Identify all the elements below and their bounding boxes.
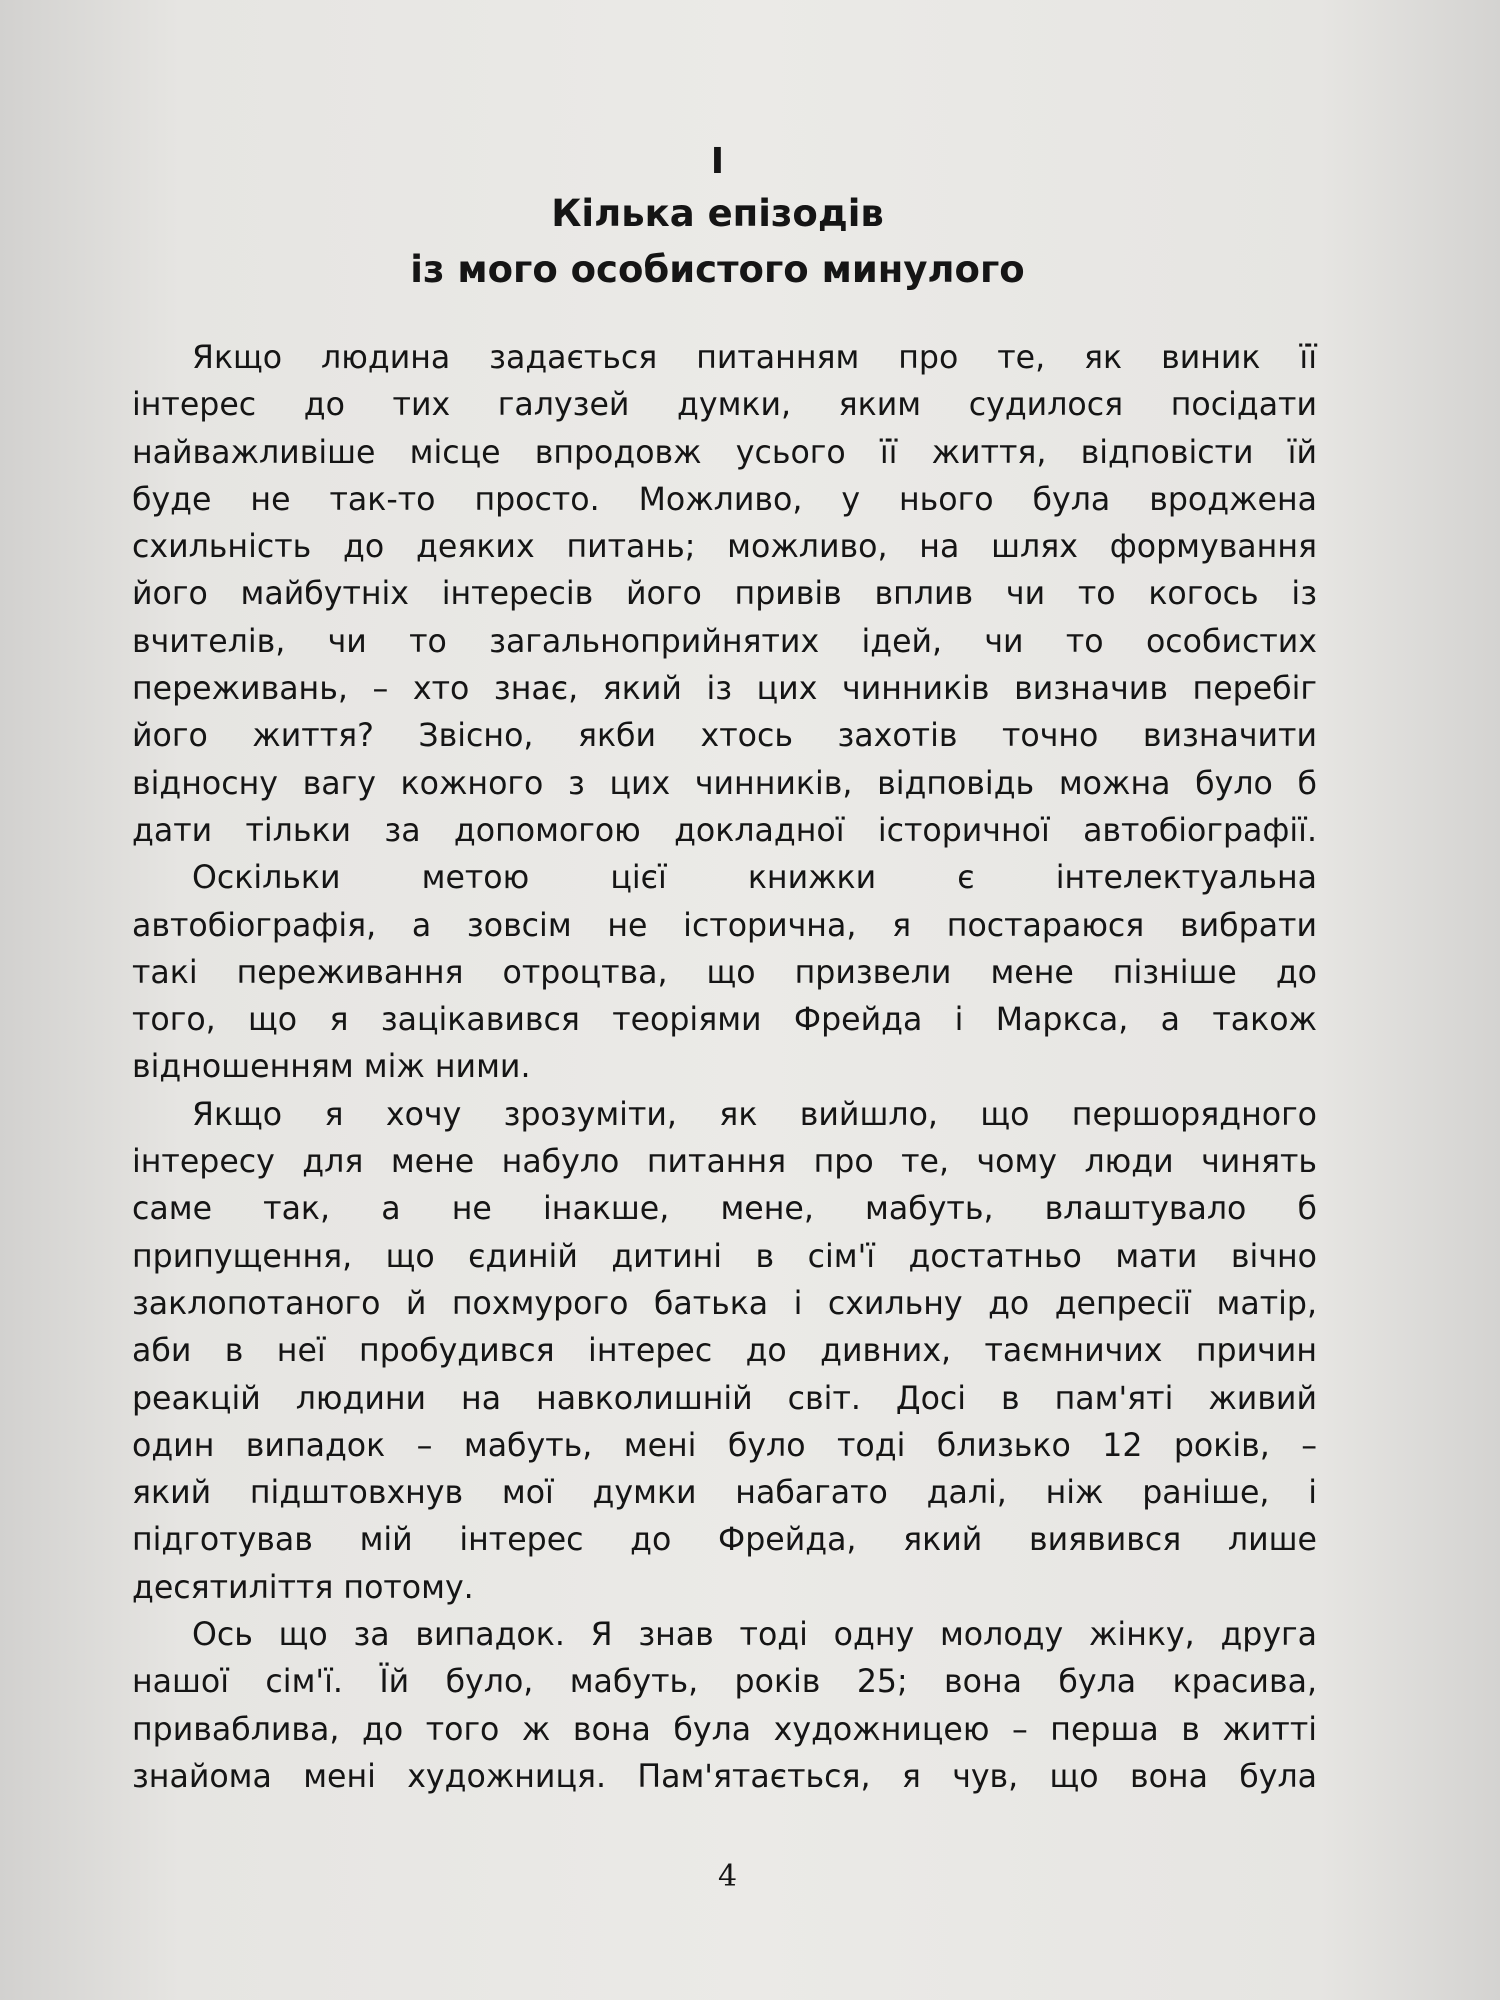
- chapter-number: I: [710, 141, 725, 182]
- text-line: відношенням між ними.: [132, 1049, 531, 1086]
- text-line: Оскільки метою цієї книжки є інтелектуальна: [192, 860, 1317, 897]
- text-line: інтересу для мене набуло питання про те, чому люди чинять: [132, 1144, 1317, 1181]
- text-line: його життя? Звісно, якби хтось захотів точно визначити: [132, 718, 1317, 755]
- text-line: схильність до деяких питань; можливо, на шлях формування: [132, 529, 1317, 566]
- text-line: десятиліття потому.: [132, 1569, 474, 1606]
- text-line: його майбутніх інтересів його привів вплив чи то когось із: [132, 576, 1317, 613]
- text-line: заклопотаного й похмурого батька і схильну до депресії матір,: [132, 1285, 1317, 1322]
- text-line: переживань, – хто знає, який із цих чинників визначив перебіг: [132, 671, 1317, 708]
- text-line: вчителів, чи то загальноприйнятих ідей, чи то особистих: [132, 623, 1317, 660]
- text-line: відносну вагу кожного з цих чинників, відповідь можна було б: [132, 765, 1317, 802]
- chapter-title-line: із мого особистого минулого: [410, 248, 1025, 291]
- text-line: Ось що за випадок. Я знав тоді одну молоду жінку, друга: [192, 1617, 1317, 1654]
- text-line: такі переживання отроцтва, що призвели мене пізніше до: [132, 954, 1317, 991]
- text-line: найважливіше місце впродовж усього її життя, відповісти їй: [132, 434, 1317, 471]
- text-line: припущення, що єдиній дитині в сім'ї достатньо мати вічно: [132, 1238, 1317, 1275]
- text-line: приваблива, до того ж вона була художницею – перша в житті: [132, 1711, 1317, 1748]
- text-line: реакцій людини на навколишній світ. Досі в пам'яті живий: [132, 1380, 1317, 1417]
- text-line: буде не так-то просто. Можливо, у нього була вроджена: [132, 481, 1317, 518]
- text-line: один випадок – мабуть, мені було тоді близько 12 років, –: [132, 1427, 1317, 1464]
- text-line: аби в неї пробудився інтерес до дивних, таємничих причин: [132, 1333, 1317, 1370]
- text-line: підготував мій інтерес до Фрейда, який виявився лише: [132, 1522, 1317, 1559]
- chapter-title: [0, 186, 1435, 298]
- chapter-title-line: Кілька епізодів: [551, 192, 884, 235]
- text-line: автобіографія, а зовсім не історична, я постараюся вибрати: [132, 907, 1317, 944]
- text-line: який підштовхнув мої думки набагато далі, ніж раніше, і: [132, 1475, 1317, 1512]
- text-line: саме так, а не інакше, мене, мабуть, влаштувало б: [132, 1191, 1317, 1228]
- text-line: того, що я зацікавився теоріями Фрейда і Маркса, а також: [132, 1002, 1317, 1039]
- text-line: Якщо я хочу зрозуміти, як вийшло, що першорядного: [192, 1096, 1317, 1133]
- text-line: інтерес до тих галузей думки, яким судилося посідати: [132, 387, 1317, 424]
- body-text: [132, 335, 1317, 1801]
- text-line: дати тільки за допомогою докладної історичної автобіографії.: [132, 812, 1317, 849]
- page-number: 4: [717, 1859, 738, 1894]
- text-line: Якщо людина задається питанням про те, як виник її: [192, 340, 1317, 376]
- text-line: знайома мені художниця. Пам'ятається, я чув, що вона була: [132, 1758, 1317, 1795]
- text-line: нашої сім'ї. Їй було, мабуть, років 25; вона була красива,: [132, 1664, 1317, 1701]
